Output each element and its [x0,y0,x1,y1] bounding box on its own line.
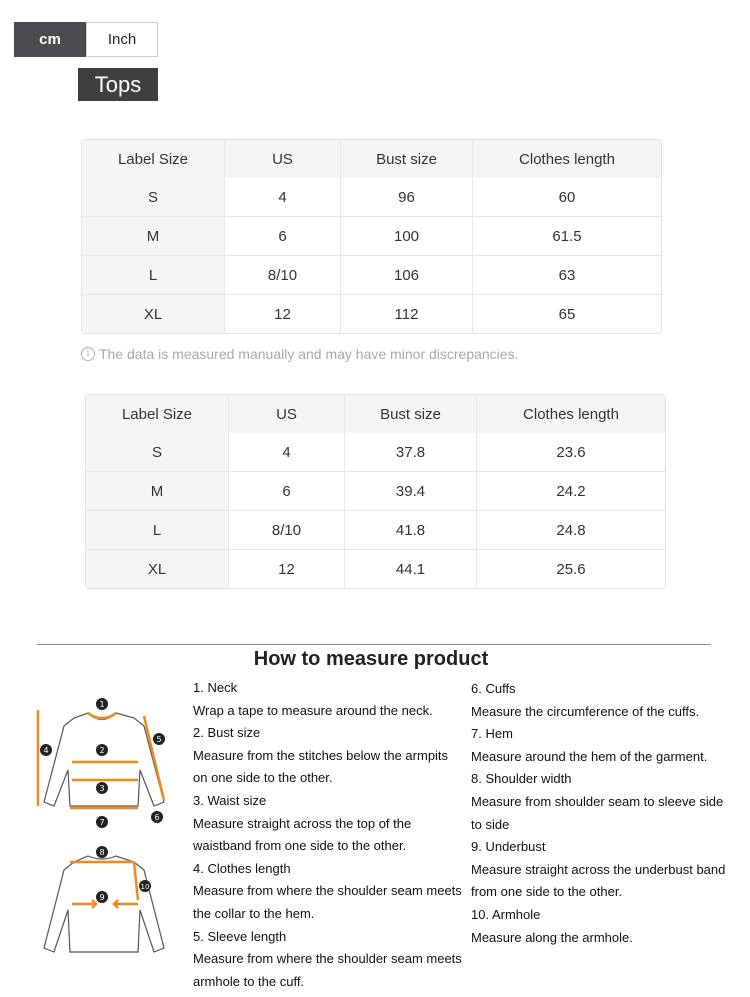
svg-text:7: 7 [99,818,105,827]
cell-label-size: L [86,511,229,550]
cell-us: 12 [229,550,345,588]
instruction-line: Measure straight across the top of the [193,815,412,831]
header-bust-size: Bust size [341,140,473,178]
instruction-line: Measure from the stitches below the armpits [193,747,449,763]
cell-bust: 100 [341,217,473,256]
cell-length: 61.5 [473,217,661,256]
cell-label-size: XL [86,550,229,588]
marker-3 [96,782,108,794]
garment-measurement-figure [30,690,180,960]
instruction-line: to side [471,816,510,832]
cell-label-size: L [82,256,225,295]
svg-text:10: 10 [140,883,150,891]
instruction-line: Measure straight across the underbust band [471,861,726,877]
instruction-line: armhole to the cuff. [193,973,305,989]
header-bust-size: Bust size [345,395,477,433]
svg-text:5: 5 [156,735,162,744]
section-title: Tops [78,68,158,101]
cell-bust: 96 [341,178,473,217]
header-clothes-length: Clothes length [477,395,665,433]
table-row [86,433,665,472]
header-label-size: Label Size [82,140,225,178]
inch-tab[interactable]: Inch [86,22,158,57]
instruction-line: 1. Neck [193,680,238,695]
measure-instructions-left [193,677,468,993]
cell-bust: 39.4 [345,472,477,511]
header-label-size: Label Size [86,395,229,433]
instruction-line: Measure from where the shoulder seam meets [193,883,462,899]
marker-10 [139,880,151,892]
cell-length: 60 [473,178,661,217]
marker-8 [96,846,108,858]
instruction-line: 7. Hem [471,726,513,742]
table-row [82,178,661,217]
marker-7 [96,816,108,828]
header-clothes-length: Clothes length [473,140,661,178]
cell-label-size: XL [82,295,225,333]
instruction-line: 4. Clothes length [193,860,291,876]
cell-length: 24.2 [477,472,665,511]
size-table-inch [85,394,666,589]
svg-text:6: 6 [154,813,160,822]
instruction-line: 9. Underbust [471,839,546,855]
size-table-cm [81,139,662,334]
header-us: US [225,140,341,178]
marker-5 [153,733,165,745]
table-row [86,511,665,550]
cell-label-size: M [86,472,229,511]
instruction-line: Measure from where the shoulder seam meets [193,951,462,967]
cell-bust: 112 [341,295,473,333]
cell-label-size: S [82,178,225,217]
marker-4 [40,744,52,756]
cell-length: 63 [473,256,661,295]
cell-us: 6 [225,217,341,256]
table-row [82,295,661,333]
cell-length: 25.6 [556,560,586,578]
how-to-measure-title: How to measure product [253,648,489,670]
table-header-row [86,395,665,433]
measure-instructions-right [471,678,746,949]
instruction-line: 10. Armhole [471,906,541,922]
note-text: The data is measured manually and may have minor discrepancies. [99,346,519,362]
cell-us: 6 [229,472,345,511]
instruction-line: the collar to the hem. [193,905,315,921]
marker-6 [151,811,163,823]
cell-length: 65 [558,305,576,323]
cell-length: 24.8 [477,511,665,550]
marker-2 [96,744,108,756]
cell-us: 12 [225,295,341,333]
marker-1 [96,698,108,710]
header-us: US [229,395,345,433]
cell-us: 4 [229,433,345,472]
table-row [86,550,665,588]
cell-us: 4 [225,178,341,217]
cell-bust: 44.1 [345,550,477,588]
table-row [82,256,661,295]
svg-text:1: 1 [99,700,105,709]
info-icon: i [81,347,95,361]
cell-us: 8/10 [225,256,341,295]
cell-label-size: S [86,433,229,472]
measurement-note [81,346,518,362]
instruction-line: 8. Shoulder width [471,771,572,787]
cm-tab[interactable]: cm [14,22,86,57]
cell-bust: 37.8 [345,433,477,472]
cell-us: 8/10 [229,511,345,550]
svg-text:2: 2 [99,746,105,755]
instruction-line: waistband from one side to the other. [193,838,407,854]
cell-length: 23.6 [477,433,665,472]
instruction-line: 5. Sleeve length [193,928,287,944]
table-row [86,472,665,511]
marker-9 [96,891,108,903]
instruction-line: from one side to the other. [471,884,623,900]
svg-text:3: 3 [99,784,105,793]
instruction-line: on one side to the other. [193,770,333,786]
instruction-line: Measure around the hem of the garment. [471,748,708,764]
unit-toggle [14,22,158,57]
svg-text:8: 8 [99,848,105,857]
cell-label-size: M [82,217,225,256]
svg-text:4: 4 [43,746,49,755]
instruction-line: Measure from shoulder seam to sleeve side [471,793,724,809]
section-divider [37,644,711,645]
instruction-line: Measure along the armhole. [471,929,633,945]
table-header-row [82,140,661,178]
instruction-line: Measure the circumference of the cuffs. [471,703,700,719]
instruction-line: Wrap a tape to measure around the neck. [193,702,433,718]
instruction-line: 6. Cuffs [471,681,516,696]
table-row [82,217,661,256]
instruction-line: 3. Waist size [193,792,267,808]
sweater-back-illustration [44,856,164,952]
instruction-line: 2. Bust size [193,725,261,741]
cell-bust: 41.8 [345,511,477,550]
svg-text:9: 9 [99,893,105,902]
cell-bust: 106 [341,256,473,295]
